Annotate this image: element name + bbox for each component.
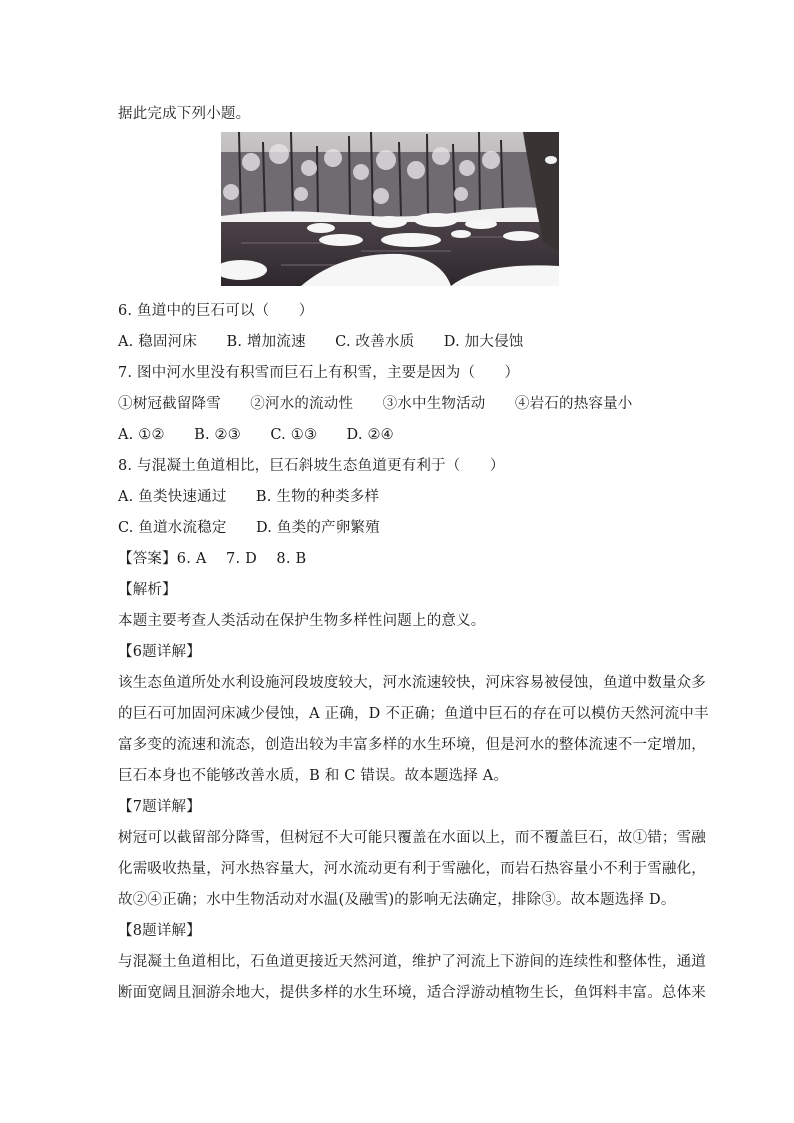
detail8-line: 与混凝土鱼道相比，石鱼道更接近天然河道，维护了河流上下游间的连续性和整体性，通道 bbox=[118, 954, 706, 970]
q7-stem: 7. 图中河水里没有积雪而巨石上有积雪，主要是因为（ ） bbox=[118, 365, 520, 381]
snowy-river-photo bbox=[221, 132, 559, 286]
q8-options-row1: A. 鱼类快速通过 B. 生物的种类多样 bbox=[118, 489, 380, 505]
q6-options: A. 稳固河床 B. 增加流速 C. 改善水质 D. 加大侵蚀 bbox=[118, 334, 524, 350]
detail7-line: 化需吸收热量，河水热容量大，河水流动更有利于雪融化，而岩石热容量小不利于雪融化， bbox=[118, 861, 706, 877]
detail6-line: 该生态鱼道所处水利设施河段坡度较大，河水流速较快，河床容易被侵蚀，鱼道中数量众多 bbox=[118, 675, 706, 691]
detail8-heading: 【8题详解】 bbox=[118, 923, 201, 939]
analysis-heading: 【解析】 bbox=[118, 582, 177, 598]
detail6-line: 巨石本身也不能够改善水质，B 和 C 错误。故本题选择 A。 bbox=[118, 768, 509, 784]
q6-stem: 6. 鱼道中的巨石可以（ ） bbox=[118, 303, 314, 319]
q7-options: A. ①② B. ②③ C. ①③ D. ②④ bbox=[118, 427, 394, 443]
detail6-line: 的巨石可加固河床减少侵蚀，A 正确，D 不正确；鱼道中巨石的存在可以模仿天然河流中丰 bbox=[118, 706, 709, 722]
answer-line: 【答案】6. A 7. D 8. B bbox=[118, 551, 307, 567]
q8-options-row2: C. 鱼道水流稳定 D. 鱼类的产卵繁殖 bbox=[118, 520, 380, 536]
detail7-line: 故②④正确；水中生物活动对水温(及融雪)的影响无法确定，排除③。故本题选择 D。 bbox=[118, 892, 676, 908]
detail6-line: 富多变的流速和流态，创造出较为丰富多样的水生环境，但是河水的整体流速不一定增加， bbox=[118, 737, 706, 753]
analysis-intro: 本题主要考查人类活动在保护生物多样性问题上的意义。 bbox=[118, 613, 486, 629]
detail6-heading: 【6题详解】 bbox=[118, 644, 201, 660]
q7-factors: ①树冠截留降雪 ②河水的流动性 ③水中生物活动 ④岩石的热容量小 bbox=[118, 396, 633, 412]
q8-stem: 8. 与混凝土鱼道相比，巨石斜坡生态鱼道更有利于（ ） bbox=[118, 458, 505, 474]
intro-text: 据此完成下列小题。 bbox=[118, 106, 251, 122]
detail7-heading: 【7题详解】 bbox=[118, 799, 201, 815]
detail7-line: 树冠可以截留部分降雪，但树冠不大可能只覆盖在水面以上，而不覆盖巨石，故①错；雪融 bbox=[118, 830, 706, 846]
detail8-line: 断面宽阔且洄游余地大，提供多样的水生环境，适合浮游动植物生长，鱼饵料丰富。总体来 bbox=[118, 985, 706, 1001]
